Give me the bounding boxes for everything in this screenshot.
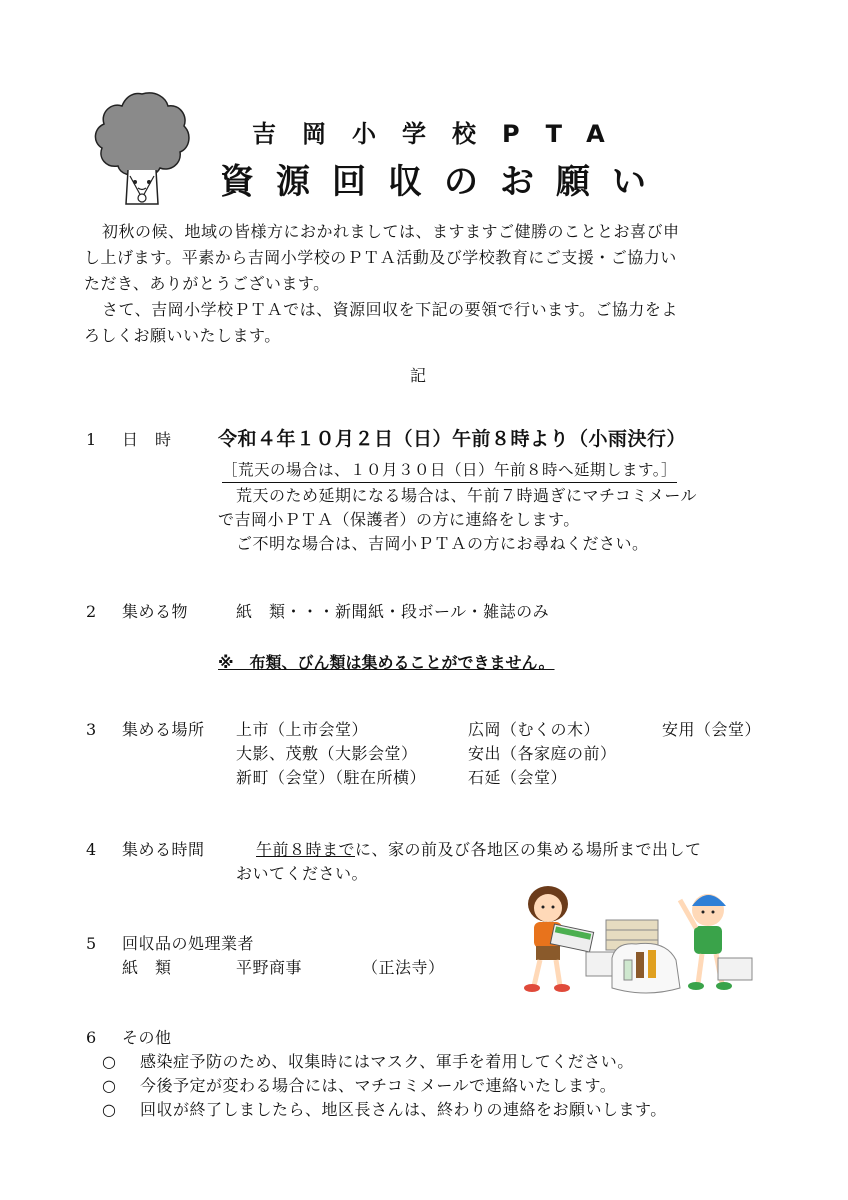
item-5-label: 回収品の処理業者 — [122, 934, 255, 953]
tree-mascot-illustration — [92, 90, 192, 210]
note-completion-contact: 回収が終了しましたら、地区長さんは、終わりの連絡をお願いします。 — [140, 1100, 667, 1119]
item-2-number: 2 — [86, 602, 97, 621]
collection-time-line — [256, 838, 702, 862]
note-mask-gloves: 感染症予防のため、収集時にはマスク、軍手を着用してください。 — [140, 1052, 634, 1071]
event-datetime: 令和４年１０月２日（日）午前８時より（小雨決行） — [218, 428, 687, 450]
place-hirooka: 広岡（むくの木） — [468, 720, 601, 739]
item-4-label: 集める時間 — [122, 840, 205, 859]
item-1-number: 1 — [86, 430, 97, 449]
ki-heading: 記 — [410, 366, 427, 385]
school-name: 吉岡小学校PTA — [252, 120, 631, 148]
item-5-number: 5 — [86, 934, 97, 953]
note-bullet-3: ○ — [102, 1100, 117, 1119]
postpone-note-1: 荒天のため延期になる場合は、午前７時過ぎにマチコミメール — [236, 486, 698, 505]
processor-location: （正法寺） — [362, 958, 445, 977]
children-recycling-illustration — [516, 880, 754, 998]
item-3-number: 3 — [86, 720, 97, 739]
intro-line-1: 初秋の候、地域の皆様方におかれましては、ますますご健勝のこととお喜び申 — [102, 222, 680, 241]
items-collected: 紙 類・・・新聞紙・段ボール・雑誌のみ — [236, 602, 550, 621]
place-okage: 大影、茂敷（大影会堂） — [236, 744, 418, 763]
place-yasude: 安出（各家庭の前） — [468, 744, 617, 763]
intro-line-5: ろしくお願いいたします。 — [84, 326, 281, 345]
item-1-label: 日 時 — [122, 430, 172, 449]
processor-company: 平野商事 — [236, 958, 303, 977]
item-6-label: その他 — [122, 1028, 172, 1047]
item-4-number: 4 — [86, 840, 97, 859]
collection-instruction-2: おいてください。 — [236, 864, 369, 883]
place-kamiichi: 上市（上市会堂） — [236, 720, 369, 739]
place-shinmachi: 新町（会堂）（駐在所横） — [236, 768, 427, 787]
not-collected-warning: ※ 布類、びん類は集めることができません。 — [218, 653, 555, 672]
item-2-label: 集める物 — [122, 602, 189, 621]
item-3-label: 集める場所 — [122, 720, 205, 739]
postpone-note-2: で吉岡小ＰＴＡ（保護者）の方に連絡をします。 — [218, 510, 580, 529]
collection-instruction: に、家の前及び各地区の集める場所まで出して — [355, 840, 702, 859]
postpone-note-3: ご不明な場合は、吉岡小ＰＴＡの方にお尋ねください。 — [236, 534, 649, 553]
place-anyo: 安用（会堂） — [662, 720, 762, 739]
intro-line-4: さて、吉岡小学校ＰＴＡでは、資源回収を下記の要領で行います。ご協力をよ — [102, 300, 678, 319]
collection-deadline: 午前８時まで — [256, 840, 356, 859]
page-title: 資源回収のお願い — [220, 162, 668, 202]
note-bullet-2: ○ — [102, 1076, 117, 1095]
note-bullet-1: ○ — [102, 1052, 117, 1071]
processor-kind: 紙 類 — [122, 958, 172, 977]
item-6-number: 6 — [86, 1028, 97, 1047]
note-schedule-change: 今後予定が変わる場合には、マチコミメールで連絡いたします。 — [140, 1076, 617, 1095]
postpone-notice: ［荒天の場合は、１０月３０日（日）午前８時へ延期します。］ — [222, 458, 677, 483]
intro-line-3: ただき、ありがとうございます。 — [84, 274, 330, 293]
intro-line-2: し上げます。平素から吉岡小学校のＰＴＡ活動及び学校教育にご支援・ご協力い — [84, 248, 677, 267]
place-ishinobe: 石延（会堂） — [468, 768, 568, 787]
